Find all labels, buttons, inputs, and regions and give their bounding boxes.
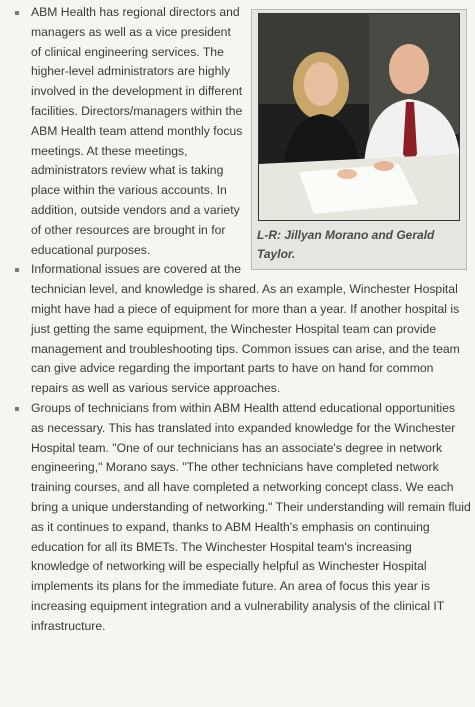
article-body xyxy=(0,3,475,637)
photo-figure xyxy=(251,9,467,270)
photo-caption: L-R: Jillyan Morano and Gerald Taylor. xyxy=(257,228,435,261)
list-item xyxy=(0,3,475,260)
photo xyxy=(258,13,460,221)
bullet-list xyxy=(0,3,475,637)
bullet-icon xyxy=(15,407,19,411)
bullet-icon xyxy=(15,11,19,15)
bullet-icon xyxy=(15,268,19,272)
bullet-text: ABM Health has regional directors and managers as well as a vice president of clinical engineering services. The higher-level administrators are highly involved in the development in different facilities. Directors/managers within the ABM Health team attend monthly focus meetings. At these meetings, administrators review what is taking place within the various accounts. In addition, outside vendors and a variety of other resources are brought in for educational purposes. xyxy=(31,5,243,257)
list-item xyxy=(0,399,475,637)
bullet-text: Informational issues are covered at the technician level, and knowledge is shared. As an example, Winchester Hospital might have had a piece of equipment for more than a year. If another hospital is just getting the same equipment, the Winchester Hospital team can provide management and troubleshooting tips. Common issues can arise, and the team can give advice regarding the important parts to have on hand for common repairs as well as various service approaches. xyxy=(31,262,460,396)
list-item xyxy=(0,260,475,399)
bullet-text: Groups of technicians from within ABM Health attend educational opportunities as necessary. This has translated into expanded knowledge for the Winchester Hospital team. "One of our technicians has an associate's degree in network engineering," Morano says. "The other technicians have completed network training courses, and all have completed a networking concept class. We each bring a unique understanding of networking." Their understanding will remain fluid as it continues to expand, thanks to ABM Health's emphasis on continuing education for all its BMETs. The Winchester Hospital team's increasing knowledge of networking will be especially helpful as Winchester Hospital implements its plans for the immediate future. An area of focus this year is increasing equipment integration and a vulnerability analysis of the clinical IT infrastructure. xyxy=(31,400,471,633)
